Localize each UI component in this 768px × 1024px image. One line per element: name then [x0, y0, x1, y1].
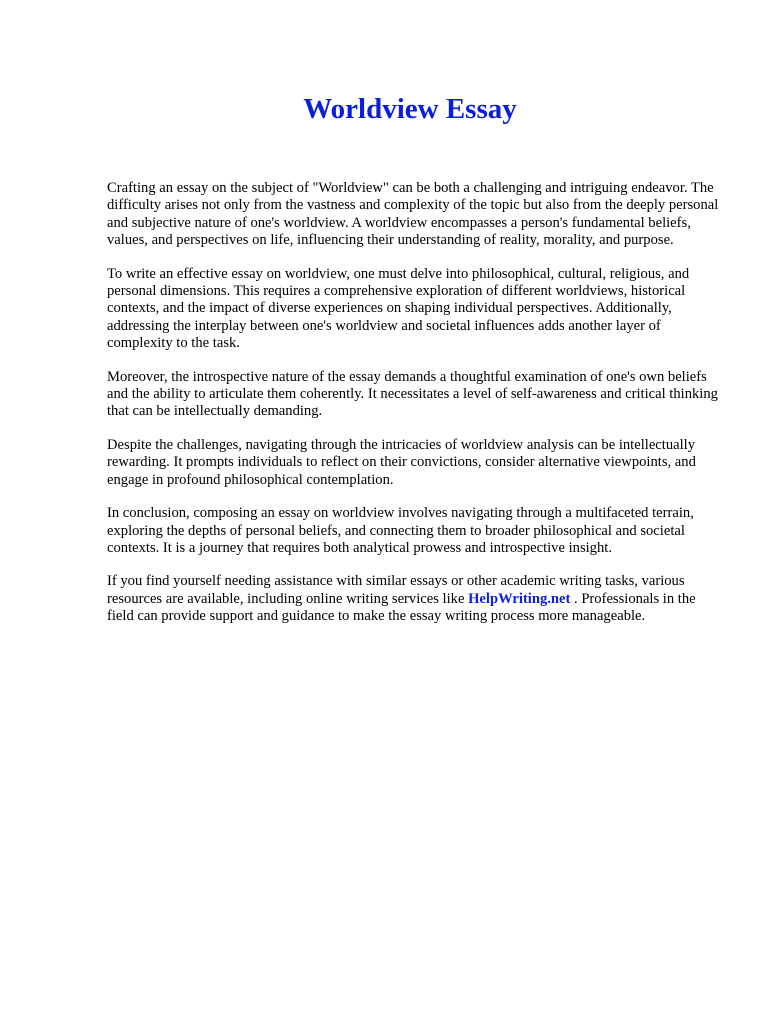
assistance-text-before: If you find yourself needing assistance with similar essays or other academic writing tasks, various resources are available, including online writing services like — [107, 573, 685, 607]
assistance-text-after: . Professionals in the field can provide support and guidance to make the essay writing process more manageable. — [107, 590, 696, 625]
page-title: Worldview Essay — [303, 93, 517, 125]
paragraph-rewards: Despite the challenges, navigating through the intricacies of worldview analysis can be intellectually rewarding. It prompts individuals to reflect on their convictions, consider alternative viewpoints, and engage in profound philosophical contemplation. — [107, 436, 696, 488]
paragraph-approach: To write an effective essay on worldview, one must delve into philosophical, cultural, religious, and personal dimensions. This requires a comprehensive exploration of different worldviews, historical contexts, and the impact of diverse experiences on shaping individual perspectives. Additionally, addressing the interplay between one's worldview and societal influences adds another layer of complexity to the task. — [107, 265, 690, 352]
paragraph-assistance — [107, 573, 721, 625]
essay-body — [107, 180, 721, 642]
paragraph-intro: Crafting an essay on the subject of "Worldview" can be both a challenging and intriguing endeavor. The difficulty arises not only from the vastness and complexity of the topic but also from the deeply personal and subjective nature of one's worldview. A worldview encompasses a person's fundamental beliefs, values, and perspectives on life, influencing their understanding of reality, morality, and purpose. — [107, 180, 719, 249]
paragraph-introspection: Moreover, the introspective nature of the essay demands a thoughtful examination of one's own beliefs and the ability to articulate them coherently. It necessitates a level of self-awareness and critical thinking that can be intellectually demanding. — [107, 368, 718, 420]
helpwriting-link[interactable]: HelpWriting.net — [468, 590, 571, 607]
paragraph-conclusion: In conclusion, composing an essay on worldview involves navigating through a multifaceted terrain, exploring the depths of personal beliefs, and connecting them to broader philosophical and societal contexts. It is a journey that requires both analytical prowess and introspective insight. — [107, 505, 694, 556]
